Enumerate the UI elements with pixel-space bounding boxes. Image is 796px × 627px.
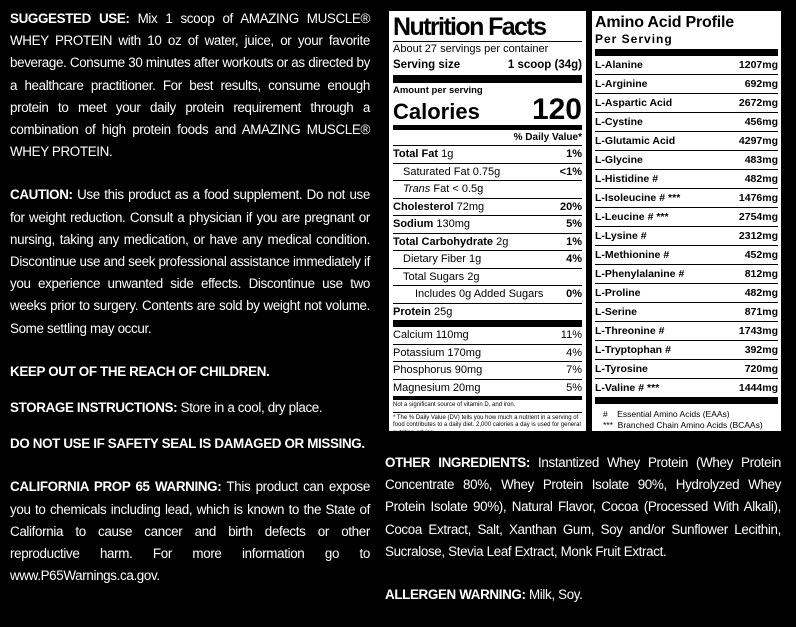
amino-label: [595, 173, 658, 185]
nutrient-dv: 4%: [566, 253, 582, 265]
serving-size-label: Serving size: [393, 59, 461, 71]
amino-row: [595, 322, 778, 341]
amount-per-serving: Amount per serving: [393, 85, 483, 96]
amino-mark: #: [640, 230, 647, 242]
nutrient-dv: 1%: [566, 235, 582, 248]
allergen-warning: [385, 584, 781, 606]
footnote-vitamin: Not a significant source of vitamin D, and iron.: [393, 402, 582, 413]
nutrient-amount: 2g: [496, 235, 509, 248]
amino-name: L-Histidine: [595, 173, 650, 185]
amino-row: [595, 284, 778, 303]
nutrition-facts-panel: [389, 11, 586, 436]
nutrient-row-potassium: [393, 345, 582, 363]
amino-mark: # ***: [638, 382, 660, 394]
prop65-label: CALIFORNIA PROP 65 WARNING:: [10, 479, 222, 495]
amino-value: 812mg: [744, 268, 778, 280]
amino-name: L-Valine: [595, 382, 636, 394]
amino-label: [595, 154, 643, 166]
amino-label: [595, 230, 647, 242]
amino-label: [595, 78, 648, 90]
nutrient-name: Saturated Fat: [403, 165, 470, 178]
amino-mark: #: [665, 344, 671, 356]
amino-value: 4297mg: [738, 135, 778, 147]
amino-name: L-Arginine: [595, 78, 648, 90]
nutrient-name: Magnesium: [393, 381, 450, 394]
serving-size-row: [393, 57, 582, 83]
amino-acid-panel: [592, 11, 781, 431]
amino-label: [595, 268, 684, 280]
amino-value: 452mg: [744, 249, 778, 261]
amino-name: L-Leucine: [595, 211, 645, 223]
nutrient-row-total-carbohydrate: [393, 234, 582, 252]
nutrient-row-cholesterol: [393, 199, 582, 217]
nutrient-name: Total Fat: [393, 148, 439, 160]
amino-legend: [595, 409, 778, 431]
nutrient-dv: 1%: [566, 148, 582, 160]
nutrient-dv: 5%: [566, 218, 582, 230]
amino-row: [595, 341, 778, 360]
allergen-label: ALLERGEN WARNING:: [385, 587, 526, 603]
ingredients-label: OTHER INGREDIENTS:: [385, 455, 530, 470]
other-ingredients: [385, 452, 781, 563]
nutrient-row-dietary-fiber: [393, 251, 582, 269]
nutrient-amount: 0.75g: [472, 165, 501, 178]
amino-row: [595, 151, 778, 170]
calories-label: Calories: [393, 99, 480, 124]
amino-mark: #: [678, 268, 685, 280]
amino-name: L-Cystine: [595, 116, 643, 128]
nutrient-amount: 25g: [433, 305, 453, 318]
legend-eaa: # Essential Amino Acids (EAAs): [603, 409, 730, 419]
left-column: [10, 8, 370, 608]
suggested-use-text: Mix 1 scoop of AMAZING MUSCLE® WHEY PROTEIN with 10 oz of water, juice, or your favorite beverage. Consume 30 minutes after workouts or as directed by a healthcare practitioner. For best results, consume enough protein to meet your daily protein requirement through a combination of high protein foods and AMAZING MUSCLE® WHEY PROTEIN.: [10, 11, 370, 160]
calories-value: 120: [531, 93, 582, 126]
nutrient-amount: 20mg: [452, 381, 481, 394]
amino-label: [595, 287, 641, 299]
nutrient-dv: 20%: [559, 200, 582, 213]
amino-name: L-Alanine: [595, 59, 643, 71]
nutrient-name: Dietary Fiber: [403, 253, 466, 265]
amino-label: [595, 135, 675, 147]
amino-title: Amino Acid Profile: [595, 14, 734, 31]
amino-value: 2672mg: [738, 97, 778, 109]
nutrient-row-calcium: [393, 327, 582, 345]
amino-label: [595, 211, 669, 223]
nutrient-name: Includes 0g Added Sugars: [415, 288, 544, 300]
amino-row: [595, 75, 778, 94]
prop65-text: This product can expose you to chemicals including lead, which is known to the State of California to cause cancer and birth defects or other reproductive harm. For more information go to www.P65Warnings.ca.gov.: [10, 479, 370, 584]
amino-name: L-Glycine: [595, 154, 643, 166]
amino-value: 1444mg: [738, 382, 778, 394]
amino-row: [595, 132, 778, 151]
amino-row: [595, 113, 778, 132]
amino-row: [595, 208, 778, 227]
amino-mark: # ***: [647, 211, 669, 223]
nutrient-row-added-sugars: [393, 286, 582, 304]
amino-value: 2312mg: [738, 230, 778, 242]
amino-value: 483mg: [744, 154, 778, 166]
amino-row: [595, 246, 778, 265]
amino-value: 692mg: [744, 78, 778, 90]
amino-row: [595, 227, 778, 246]
keep-out-text: KEEP OUT OF THE REACH OF CHILDREN.: [10, 363, 270, 379]
amino-name: L-Lysine: [595, 230, 638, 242]
amino-name: L-Tryptophan: [595, 344, 663, 356]
amino-label: [595, 363, 648, 375]
nutrient-dv: 4%: [566, 346, 582, 359]
amino-row: [595, 360, 778, 379]
amino-row: [595, 303, 778, 322]
nutrient-dv: 5%: [566, 381, 582, 394]
serving-size-value: 1 scoop (34g): [507, 59, 582, 71]
amino-name: L-Proline: [595, 287, 641, 299]
daily-value-header: % Daily Value*: [393, 130, 582, 146]
amino-name: L-Tyrosine: [595, 363, 648, 375]
nutrient-amount: 90mg: [454, 364, 483, 376]
amino-label: [595, 382, 659, 394]
storage-instructions: [10, 397, 370, 419]
nutrition-footnotes: [393, 402, 582, 437]
nutrient-amount: 1g: [441, 148, 454, 160]
amino-label: [595, 306, 637, 318]
amino-rows: [595, 56, 778, 404]
amino-name: L-Isoleucine: [595, 192, 657, 204]
amino-name: L-Aspartic Acid: [595, 97, 673, 109]
nutrient-name-suffix: Fat: [433, 183, 450, 195]
nutrient-name: Cholesterol: [393, 200, 454, 213]
nutrient-amount: 2g: [467, 270, 480, 283]
amino-subtitle: Per Serving: [595, 32, 778, 56]
amino-name: L-Threonine: [595, 325, 656, 337]
nutrient-row-phosphorus: [393, 362, 582, 380]
amino-value: 1743mg: [738, 325, 778, 337]
amino-label: [595, 344, 671, 356]
amino-row: [595, 189, 778, 208]
nutrient-amount: 130mg: [436, 218, 471, 230]
amino-label: [595, 116, 643, 128]
nutrient-row-trans-fat: [393, 181, 582, 199]
amino-mark: #: [652, 173, 659, 185]
seal-warning: [10, 433, 370, 455]
nutrient-dv: 0%: [566, 288, 582, 300]
nutrient-name: Trans: [403, 183, 431, 195]
nutrient-name: Phosphorus: [393, 364, 452, 376]
amino-label: [595, 249, 669, 261]
right-bottom-column: [385, 452, 781, 627]
amino-mark: #: [663, 249, 670, 261]
keep-out-warning: [10, 361, 370, 383]
suggested-use: [10, 8, 370, 163]
amino-row: [595, 379, 778, 404]
amino-value: 482mg: [744, 173, 778, 185]
nutrient-row-total-fat: [393, 146, 582, 164]
nutrient-amount: 72mg: [456, 200, 485, 213]
nutrient-name: Potassium: [393, 346, 445, 359]
amino-mark: #: [658, 325, 665, 337]
nutrient-name: Protein: [393, 305, 431, 318]
nutrient-row-magnesium: [393, 380, 582, 401]
storage-label: STORAGE INSTRUCTIONS:: [10, 400, 178, 416]
servings-per-container: About 27 servings per container: [393, 41, 582, 57]
caution-label: CAUTION:: [10, 187, 73, 203]
amino-value: 1207mg: [738, 59, 778, 71]
amino-name: L-Phenylalanine: [595, 268, 676, 280]
nutrient-row-sodium: [393, 216, 582, 234]
storage-text: Store in a cool, dry place.: [180, 400, 323, 416]
amino-value: 2754mg: [738, 211, 778, 223]
calories-row: [393, 93, 582, 130]
amino-value: 456mg: [744, 116, 778, 128]
prop65-warning: [10, 476, 370, 587]
amino-label: [595, 192, 680, 204]
nutrient-dv: 11%: [560, 329, 582, 341]
amino-value: 1476mg: [738, 192, 778, 204]
amino-value: 720mg: [744, 363, 778, 375]
suggested-use-label: SUGGESTED USE:: [10, 11, 130, 26]
nutrient-row-protein: [393, 304, 582, 328]
nutrient-row-saturated-fat: [393, 164, 582, 182]
footnote-daily-value: * The % Daily Value (DV) tells you how much a nutrient in a serving of food contributes to a daily diet. 2,000 calories a day is used for general nutrition advice.: [393, 414, 581, 436]
amino-name: L-Serine: [595, 306, 638, 318]
amino-value: 482mg: [744, 287, 778, 299]
amino-name: L-Glutamic Acid: [595, 135, 676, 147]
caution: [10, 184, 370, 339]
ingredients-text: Instantized Whey Protein (Whey Protein Concentrate 80%, Whey Protein Isolate 90%, Hydrolyzed Whey Protein Isolate 90%), Natural Flavor, Cocoa (Processed With Alkali), Cocoa Extract, Salt, Xanthan Gum, Soy and/or Sunflower Lecithin, Sucralose, Stevia Leaf Extract, Monk Fruit Extract.: [385, 455, 781, 559]
nutrient-dv: 7%: [566, 364, 582, 376]
amino-row: [595, 94, 778, 113]
amino-name: L-Methionine: [595, 249, 661, 261]
nutrient-amount: 170mg: [447, 346, 482, 359]
amino-label: [595, 59, 643, 71]
amino-row: [595, 170, 778, 189]
amino-value: 871mg: [744, 306, 778, 318]
nutrient-name: Sodium: [393, 218, 434, 230]
legend-bcaa: *** Branched Chain Amino Acids (BCAAs): [603, 420, 763, 430]
allergen-text: Milk, Soy.: [528, 587, 583, 603]
nutrient-name: Total Carbohydrate: [393, 235, 494, 248]
seal-warning-text: DO NOT USE IF SAFETY SEAL IS DAMAGED OR MISSING.: [10, 436, 365, 452]
amino-mark: # ***: [659, 192, 681, 204]
caution-text: Use this product as a food supplement. Do not use for weight reduction. Consult a physician if you are pregnant or nursing, taking any medication, or have any medical condition. Discontinue use and seek professional assistance immediately if you experience unwanted side effects. Discontinue use two weeks prior to surgery. Contents are sold by weight not volume. Some settling may occur.: [10, 187, 371, 336]
nutrient-name: Calcium: [393, 329, 433, 341]
nutrient-name: Total Sugars: [403, 270, 465, 283]
nutrition-facts-title: Nutrition Facts: [393, 13, 546, 41]
amino-label: [595, 325, 665, 337]
amino-label: [595, 97, 672, 109]
nutrient-dv: <1%: [559, 165, 582, 178]
amino-row: [595, 265, 778, 284]
nutrient-row-total-sugars: [393, 269, 582, 287]
amino-row: [595, 56, 778, 75]
nutrient-amount: 110mg: [435, 329, 469, 341]
nutrient-amount: < 0.5g: [452, 183, 484, 195]
nutrient-amount: 1g: [469, 253, 482, 265]
amino-value: 392mg: [744, 344, 778, 356]
